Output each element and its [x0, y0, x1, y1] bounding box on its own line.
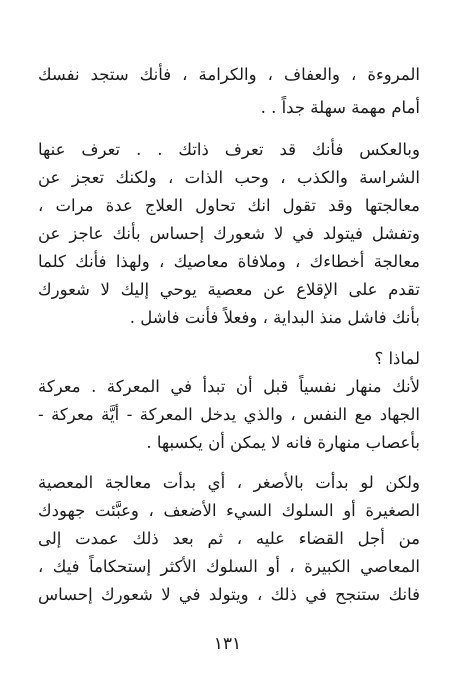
- text-line: وتفشل فيتولد في لا شعورك إحساس بأنك عاجز عن: [38, 224, 420, 243]
- text-line: من أجل القضاء عليه ، ثم بعد ذلك عمدت إلى: [38, 529, 420, 548]
- text-line: فانك ستنجح في ذلك ، ويتولد في لا شعورك إحساس: [38, 585, 420, 604]
- text-line: المروءة ، والعفاف ، والكرامة ، فأنك ستجد نفسك: [38, 65, 420, 84]
- text-line: بأعصاب منهارة فانه لا يمكن أن يكسبها .: [146, 433, 420, 452]
- text-line: معالجتها وقد تقول انك تحاول العلاج عدة مرات ،: [38, 196, 420, 215]
- text-line: بأنك فاشل منذ البداية ، وفعلاً فأنت فاشل .: [129, 308, 420, 327]
- text-line: تقدم على الإقلاع عن معصية يوحي إليك لا شعورك: [38, 280, 420, 299]
- text-line: المعاصي الكبيرة ، أو السلوك الأكثر إستحكاماً فيك ،: [38, 557, 420, 576]
- text-line: لأنك منهار نفسياً قبل أن تبدأ في المعركة . معركة: [38, 377, 420, 396]
- text-line: وبالعكس فأنك قد تعرف ذاتك . . تعرف عنها: [38, 140, 420, 159]
- page-number: ١٣١: [213, 634, 242, 654]
- text-line: ولكن لو بدأت بالأصغر ، أي بدأت معالجة المعصية: [38, 473, 420, 492]
- text-line: الشراسة والكذب ، وحب الذات ، ولكنك تعجز عن: [38, 168, 420, 187]
- text-line: معالجة أخطاءك ، وملافاة معاصيك ، ولهذا فأنك كلما: [38, 252, 420, 271]
- text-line: الصغيرة أو السلوك السيء الأضعف ، وعبَّئت جهودك: [38, 501, 420, 520]
- text-line: أمام مهمة سهلة جداً . .: [260, 98, 420, 117]
- text-line: لماذا ؟: [374, 349, 420, 368]
- text-line: الجهاد مع النفس ، والذي يدخل المعركة - أيَّة معركة -: [38, 405, 420, 424]
